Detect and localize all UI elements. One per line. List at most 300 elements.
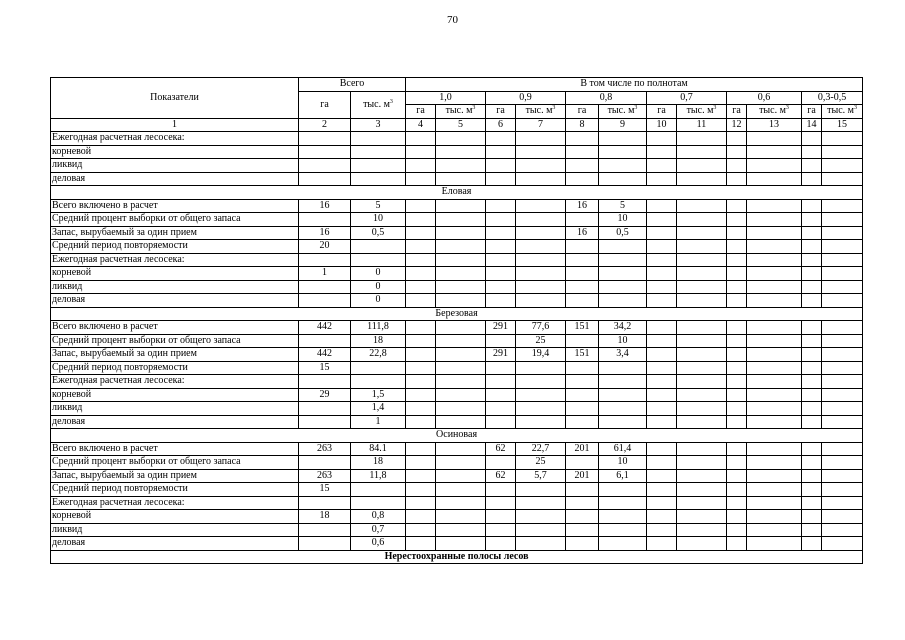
table-cell (486, 375, 516, 389)
table-cell (486, 132, 516, 146)
table-cell (436, 159, 486, 173)
table-cell (747, 172, 802, 186)
table-cell: 10 (599, 456, 647, 470)
table-cell (747, 294, 802, 308)
table-cell (677, 132, 727, 146)
table-cell (566, 159, 599, 173)
table-row (51, 442, 863, 456)
table-cell (406, 402, 436, 416)
table-cell: 29 (299, 388, 351, 402)
table-cell (599, 402, 647, 416)
table-cell (747, 199, 802, 213)
table-row (51, 280, 863, 294)
table-cell (599, 388, 647, 402)
header-density: 0,3-0,5 (802, 91, 863, 105)
row-label: Средний процент выборки от общего запаса (51, 213, 299, 227)
table-cell (299, 132, 351, 146)
table-cell (802, 523, 822, 537)
table-cell (351, 483, 406, 497)
table-cell (516, 496, 566, 510)
table-cell (647, 294, 677, 308)
table-cell (677, 496, 727, 510)
table-cell (436, 294, 486, 308)
table-cell (727, 294, 747, 308)
table-cell (802, 172, 822, 186)
table-cell: 0,5 (351, 226, 406, 240)
table-cell (566, 253, 599, 267)
table-cell (677, 240, 727, 254)
table-cell: 0,8 (351, 510, 406, 524)
table-cell (436, 240, 486, 254)
table-cell (351, 132, 406, 146)
table-cell (406, 483, 436, 497)
row-label: Ежегодная расчетная лесосека: (51, 375, 299, 389)
header-unit-volume (436, 105, 486, 119)
table-cell (486, 253, 516, 267)
table-cell (406, 523, 436, 537)
table-cell (647, 334, 677, 348)
table-cell (516, 159, 566, 173)
table-cell (822, 388, 863, 402)
table-cell (747, 267, 802, 281)
table-row (51, 361, 863, 375)
header-unit-volume (677, 105, 727, 119)
table-cell (566, 172, 599, 186)
table-cell: 1,4 (351, 402, 406, 416)
table-cell (822, 348, 863, 362)
table-cell (727, 523, 747, 537)
header-indicators: Показатели (51, 78, 299, 119)
table-cell (677, 523, 727, 537)
table-cell (822, 280, 863, 294)
table-cell (802, 159, 822, 173)
table-cell (436, 523, 486, 537)
table-cell (566, 240, 599, 254)
row-label: Запас, вырубаемый за один прием (51, 348, 299, 362)
table-cell (647, 280, 677, 294)
table-cell (647, 172, 677, 186)
table-cell (727, 321, 747, 335)
table-cell (299, 523, 351, 537)
table-cell (647, 496, 677, 510)
column-number: 8 (566, 118, 599, 132)
table-cell: 5,7 (516, 469, 566, 483)
table-cell (647, 510, 677, 524)
row-label: деловая (51, 537, 299, 551)
table-cell (351, 496, 406, 510)
table-cell (436, 510, 486, 524)
table-cell (677, 415, 727, 429)
table-cell (727, 253, 747, 267)
column-number: 2 (299, 118, 351, 132)
table-cell (516, 213, 566, 227)
table-cell (802, 456, 822, 470)
table-row (51, 375, 863, 389)
column-number: 4 (406, 118, 436, 132)
row-label: Средний период повторяемости (51, 483, 299, 497)
table-cell: 0,7 (351, 523, 406, 537)
table-cell (566, 280, 599, 294)
table-cell (677, 321, 727, 335)
table-cell (566, 334, 599, 348)
table-cell (516, 402, 566, 416)
table-cell (822, 240, 863, 254)
table-cell: 18 (299, 510, 351, 524)
table-cell (747, 348, 802, 362)
header-row-1 (51, 78, 863, 92)
table-cell (406, 267, 436, 281)
table-cell (747, 226, 802, 240)
table-cell: 10 (599, 213, 647, 227)
table-cell (486, 294, 516, 308)
column-number: 6 (486, 118, 516, 132)
table-cell (486, 213, 516, 227)
header-unit-volume (516, 105, 566, 119)
table-cell (747, 402, 802, 416)
table-cell (599, 510, 647, 524)
table-cell (647, 469, 677, 483)
table-cell (566, 361, 599, 375)
table-cell (647, 132, 677, 146)
table-cell (677, 145, 727, 159)
row-label: Запас, вырубаемый за один прием (51, 226, 299, 240)
table-cell (436, 483, 486, 497)
table-cell (647, 145, 677, 159)
table-cell (436, 415, 486, 429)
table-cell (747, 510, 802, 524)
table-cell (406, 321, 436, 335)
table-row (51, 172, 863, 186)
table-cell (599, 253, 647, 267)
table-cell (677, 348, 727, 362)
table-cell (436, 469, 486, 483)
unit-sup: 3 (634, 105, 638, 112)
table-cell (677, 172, 727, 186)
row-label: корневой (51, 145, 299, 159)
table-cell (351, 361, 406, 375)
column-number: 1 (51, 118, 299, 132)
table-cell (677, 280, 727, 294)
table-cell (351, 375, 406, 389)
table-cell (747, 523, 802, 537)
header-total-ha: га (299, 91, 351, 118)
table-cell (727, 267, 747, 281)
section-row (51, 550, 863, 564)
table-cell (436, 132, 486, 146)
table-cell (516, 267, 566, 281)
table-cell: 1 (351, 415, 406, 429)
table-cell (599, 294, 647, 308)
table-cell (822, 375, 863, 389)
header-unit-ha: га (647, 105, 677, 119)
table-cell (747, 159, 802, 173)
table-cell (727, 348, 747, 362)
table-cell: 0 (351, 280, 406, 294)
column-number: 3 (351, 118, 406, 132)
table-cell: 16 (299, 226, 351, 240)
table-cell (599, 145, 647, 159)
table-cell (516, 361, 566, 375)
unit-text: тыс. м (607, 105, 635, 117)
table-cell (727, 172, 747, 186)
table-cell (802, 402, 822, 416)
table-cell (647, 240, 677, 254)
header-density: 0,6 (727, 91, 802, 105)
table-cell (747, 469, 802, 483)
table-cell (566, 267, 599, 281)
table-cell (802, 280, 822, 294)
table-cell (406, 456, 436, 470)
table-cell (351, 159, 406, 173)
table-cell (747, 132, 802, 146)
header-unit-ha: га (406, 105, 436, 119)
table-cell (677, 388, 727, 402)
table-row (51, 415, 863, 429)
unit-text: тыс. м (445, 105, 473, 117)
table-cell (406, 226, 436, 240)
table-row (51, 213, 863, 227)
table-cell (486, 402, 516, 416)
table-cell (566, 483, 599, 497)
table-cell (486, 361, 516, 375)
header-unit-volume (747, 105, 802, 119)
forest-cutting-table (50, 77, 863, 564)
table-row (51, 159, 863, 173)
table-cell (516, 537, 566, 551)
table-cell (822, 145, 863, 159)
table-row (51, 348, 863, 362)
table-cell (406, 199, 436, 213)
table-cell: 15 (299, 361, 351, 375)
table-cell (299, 159, 351, 173)
table-cell (406, 253, 436, 267)
table-cell (802, 375, 822, 389)
table-cell (516, 226, 566, 240)
header-density: 0,9 (486, 91, 566, 105)
unit-text: тыс. м (525, 105, 553, 117)
table-row (51, 253, 863, 267)
table-cell (727, 388, 747, 402)
table-cell: 0,6 (351, 537, 406, 551)
table-cell (647, 456, 677, 470)
table-cell: 151 (566, 321, 599, 335)
table-cell (436, 334, 486, 348)
table-cell (406, 145, 436, 159)
table-cell (599, 415, 647, 429)
table-row (51, 145, 863, 159)
table-cell: 1 (299, 267, 351, 281)
header-unit-volume (822, 105, 863, 119)
table-cell (299, 402, 351, 416)
table-cell: 201 (566, 469, 599, 483)
table-cell (486, 510, 516, 524)
table-cell (516, 483, 566, 497)
table-cell (436, 213, 486, 227)
table-cell (647, 415, 677, 429)
header-unit-ha: га (727, 105, 747, 119)
table-cell: 111,8 (351, 321, 406, 335)
table-cell (406, 496, 436, 510)
table-cell (822, 510, 863, 524)
table-cell: 151 (566, 348, 599, 362)
table-cell (516, 253, 566, 267)
page-number: 70 (447, 14, 458, 26)
table-cell (516, 199, 566, 213)
table-cell (802, 321, 822, 335)
table-cell (822, 415, 863, 429)
table-cell (516, 375, 566, 389)
table-cell: 0 (351, 294, 406, 308)
table-cell (822, 294, 863, 308)
table-cell: 263 (299, 469, 351, 483)
row-label: деловая (51, 172, 299, 186)
table-cell (436, 253, 486, 267)
table-cell (747, 240, 802, 254)
table-cell (436, 280, 486, 294)
table-cell (727, 442, 747, 456)
table-cell (677, 442, 727, 456)
table-row (51, 456, 863, 470)
table-cell (599, 159, 647, 173)
table-cell (727, 510, 747, 524)
table-cell (406, 213, 436, 227)
section-row (51, 429, 863, 443)
table-cell (436, 496, 486, 510)
table-cell (599, 375, 647, 389)
table-cell (727, 159, 747, 173)
table-cell (647, 267, 677, 281)
section-title: Березовая (51, 307, 863, 321)
table-cell (677, 469, 727, 483)
table-cell (436, 145, 486, 159)
column-number: 14 (802, 118, 822, 132)
table-cell: 22,7 (516, 442, 566, 456)
table-row (51, 483, 863, 497)
table-cell (727, 199, 747, 213)
table-body (51, 78, 863, 564)
table-cell (677, 456, 727, 470)
section-row (51, 307, 863, 321)
table-cell: 442 (299, 348, 351, 362)
table-cell (599, 483, 647, 497)
table-cell (516, 388, 566, 402)
table-cell (436, 402, 486, 416)
table-cell (436, 388, 486, 402)
table-cell: 18 (351, 334, 406, 348)
table-cell (486, 226, 516, 240)
table-cell (516, 240, 566, 254)
row-label: Ежегодная расчетная лесосека: (51, 253, 299, 267)
table-cell (566, 402, 599, 416)
unit-sup: 3 (552, 105, 556, 112)
table-cell (599, 132, 647, 146)
row-label: Средний процент выборки от общего запаса (51, 334, 299, 348)
table-cell (647, 388, 677, 402)
table-cell (406, 442, 436, 456)
table-cell (351, 172, 406, 186)
section-title: Нерестоохранные полосы лесов (51, 550, 863, 564)
header-density: 0,8 (566, 91, 647, 105)
table-cell (822, 213, 863, 227)
table-cell (747, 496, 802, 510)
table-cell (406, 510, 436, 524)
table-cell (436, 456, 486, 470)
table-cell (822, 537, 863, 551)
column-number: 9 (599, 118, 647, 132)
table-cell (727, 496, 747, 510)
table-cell (486, 456, 516, 470)
table-cell: 10 (599, 334, 647, 348)
table-cell (406, 375, 436, 389)
section-title: Еловая (51, 186, 863, 200)
table-cell (299, 172, 351, 186)
table-cell (566, 537, 599, 551)
table-cell (406, 294, 436, 308)
table-cell (802, 253, 822, 267)
table-cell (351, 145, 406, 159)
table-cell (747, 375, 802, 389)
unit-sup: 3 (472, 105, 476, 112)
table-cell (647, 321, 677, 335)
table-cell (516, 280, 566, 294)
table-cell (436, 537, 486, 551)
table-cell (406, 172, 436, 186)
table-cell (566, 145, 599, 159)
table-cell (802, 334, 822, 348)
header-total: Всего (299, 78, 406, 92)
table-cell (566, 523, 599, 537)
table-cell (747, 321, 802, 335)
table-cell (486, 523, 516, 537)
table-cell (486, 267, 516, 281)
table-cell (802, 415, 822, 429)
table-cell (299, 456, 351, 470)
table-cell (299, 334, 351, 348)
table-cell: 62 (486, 442, 516, 456)
table-cell (351, 240, 406, 254)
table-cell (802, 388, 822, 402)
table-cell (486, 159, 516, 173)
table-cell (647, 199, 677, 213)
table-cell (727, 240, 747, 254)
table-cell (647, 375, 677, 389)
column-number: 5 (436, 118, 486, 132)
table-cell (436, 348, 486, 362)
table-cell (436, 321, 486, 335)
table-cell (436, 172, 486, 186)
table-cell (566, 132, 599, 146)
column-numbers-row (51, 118, 863, 132)
table-cell (406, 361, 436, 375)
table-cell (516, 415, 566, 429)
table-cell (486, 199, 516, 213)
table-cell (727, 469, 747, 483)
table-cell (802, 510, 822, 524)
table-cell: 291 (486, 321, 516, 335)
table-cell (566, 375, 599, 389)
header-unit-ha: га (802, 105, 822, 119)
table-cell (747, 213, 802, 227)
table-cell (802, 537, 822, 551)
table-cell (516, 132, 566, 146)
table-cell (486, 415, 516, 429)
row-label: ликвид (51, 402, 299, 416)
column-number: 12 (727, 118, 747, 132)
table-cell (727, 361, 747, 375)
table-row (51, 537, 863, 551)
table-cell (822, 253, 863, 267)
column-number: 15 (822, 118, 863, 132)
